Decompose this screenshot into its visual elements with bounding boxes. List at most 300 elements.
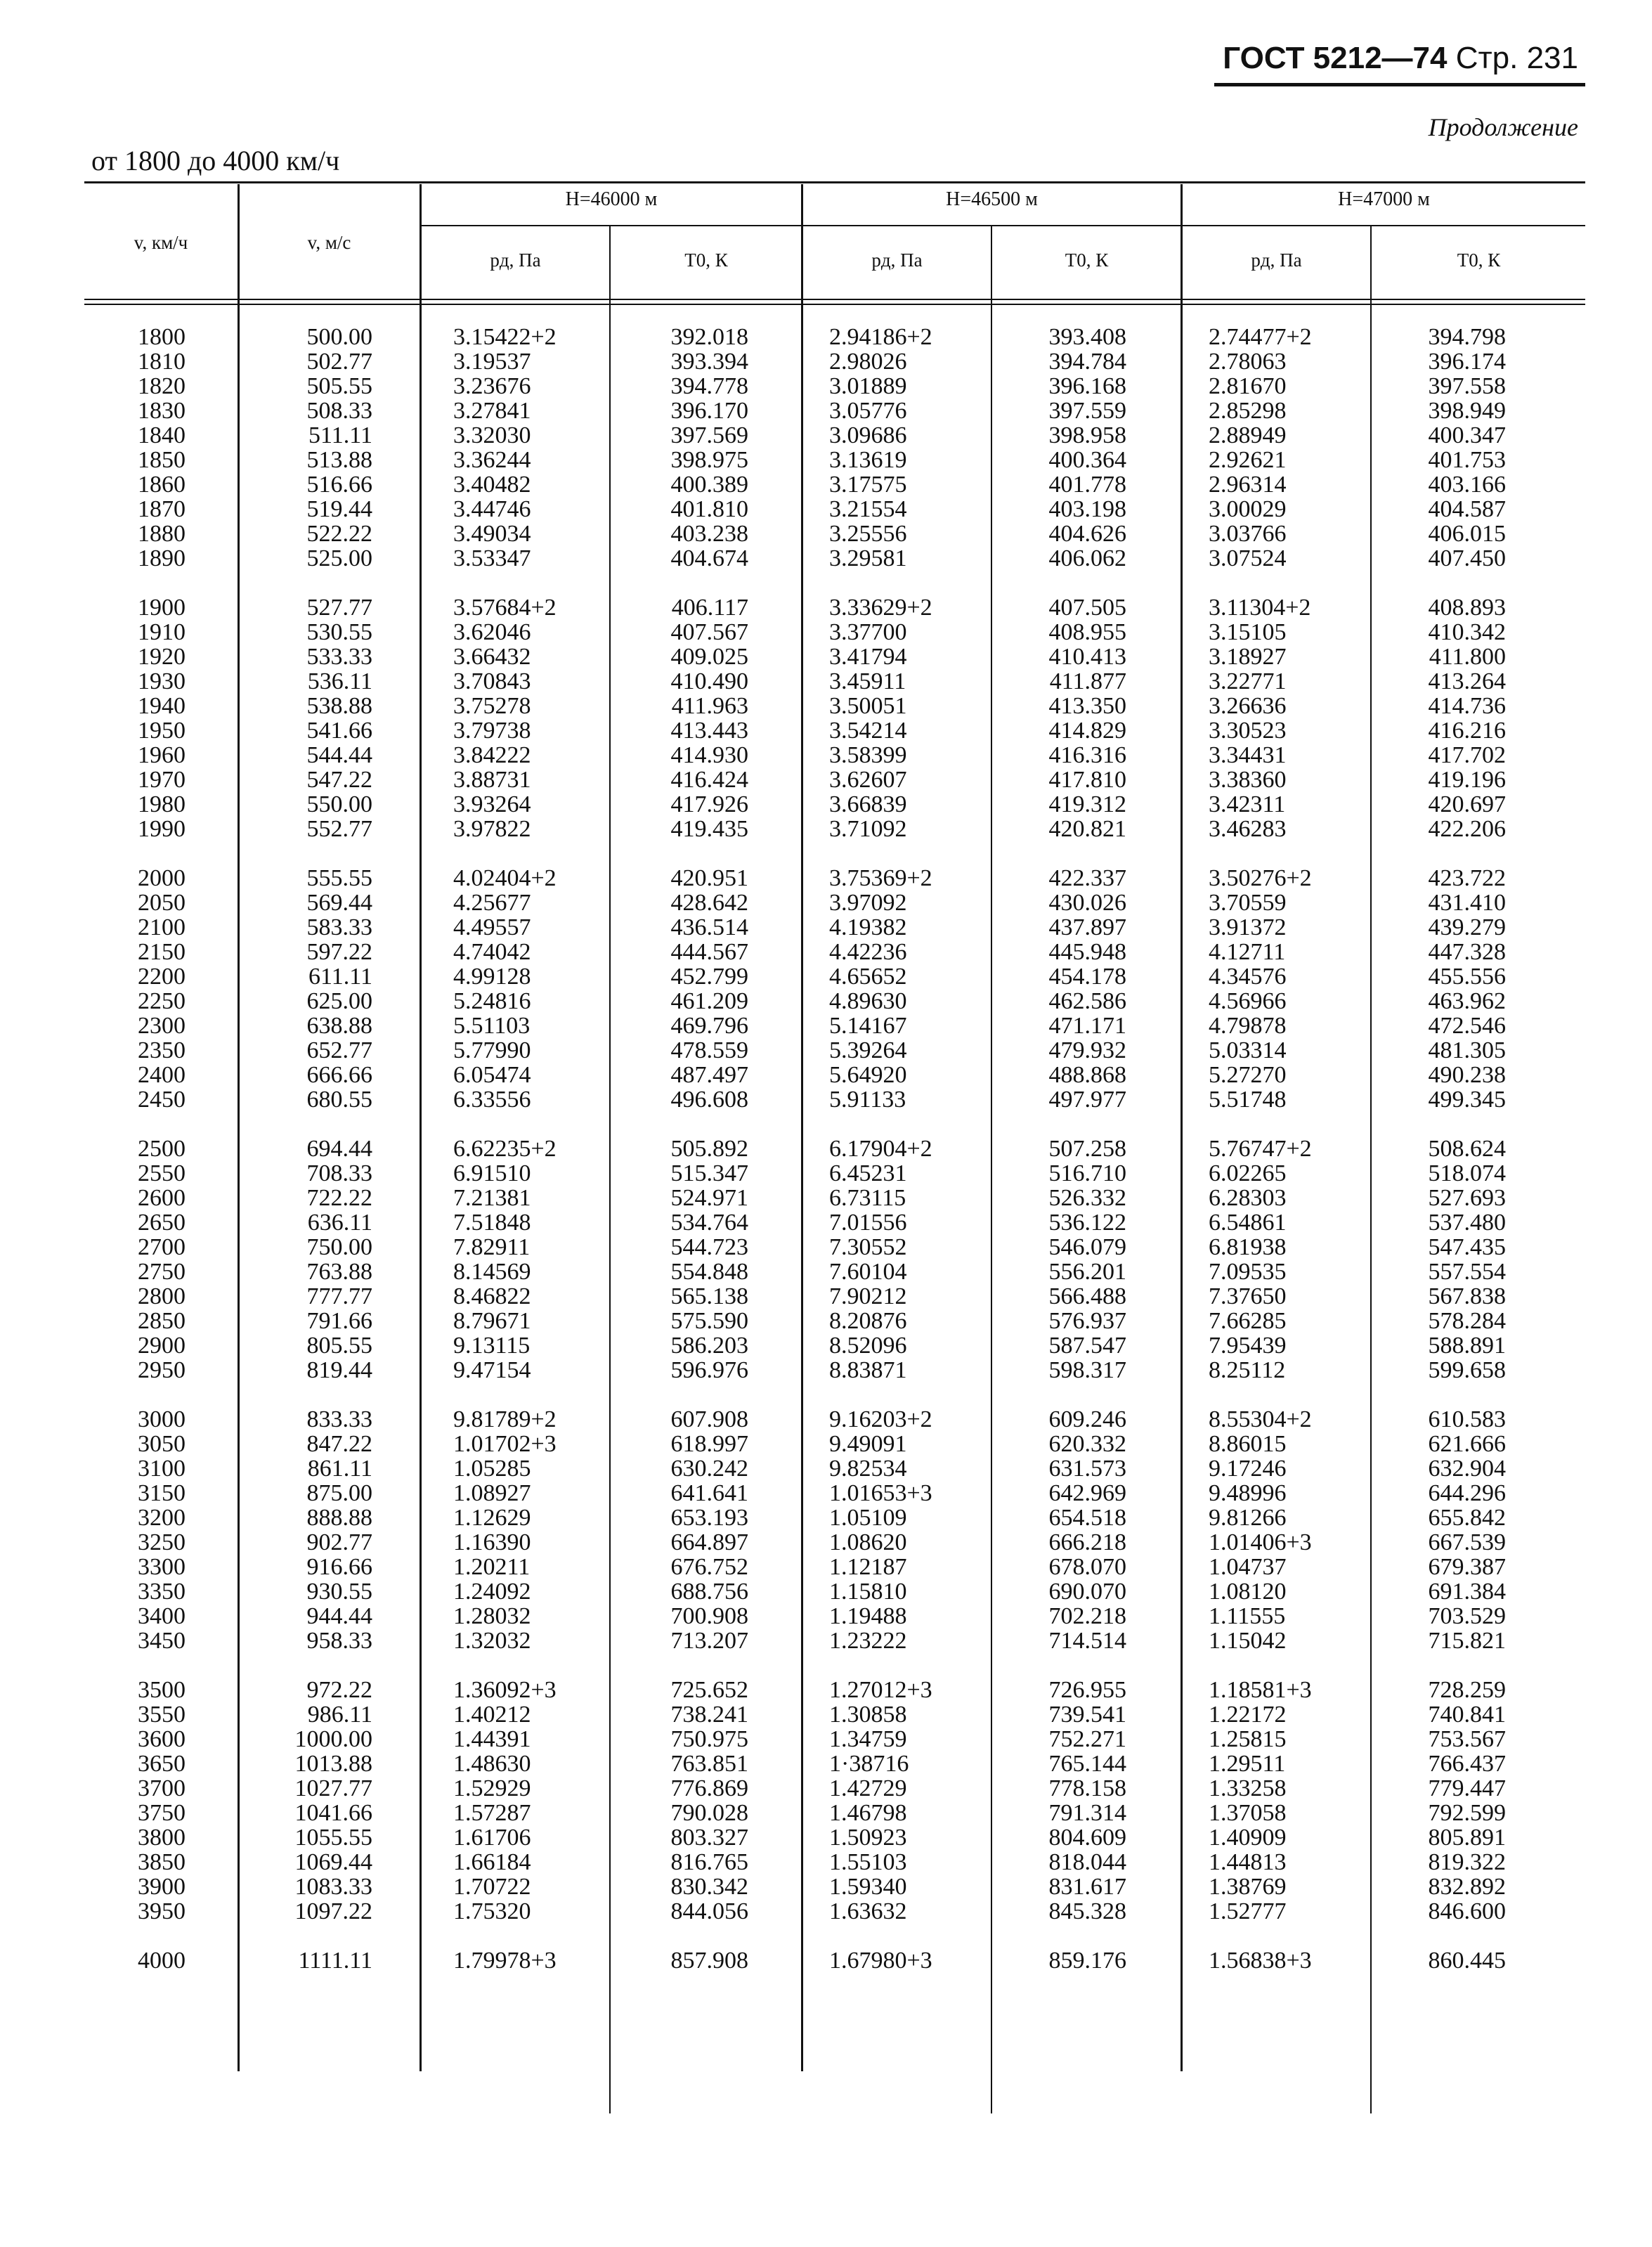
table-cell: 1870 — [138, 496, 186, 522]
table-cell: 728.259 — [1428, 1677, 1506, 1703]
table-cell: 690.070 — [1048, 1579, 1126, 1605]
table-cell: 703.529 — [1428, 1603, 1506, 1629]
table-cell: 7.51848 — [453, 1210, 531, 1236]
table-cell: 422.206 — [1428, 816, 1506, 842]
block-gap — [453, 1382, 608, 1407]
table-cell: 3.50276+2 — [1209, 865, 1312, 891]
header-temperature-47000: T0, К — [1457, 250, 1501, 271]
table-cell: 3.05776 — [829, 398, 907, 424]
table-cell: 3850 — [138, 1849, 186, 1875]
table-cell: 609.246 — [1048, 1406, 1126, 1432]
block-gap — [1209, 1924, 1367, 1948]
table-cell: 397.569 — [670, 422, 748, 448]
table-cell: 667.539 — [1428, 1529, 1506, 1555]
header-v-kmh: v, км/ч — [134, 232, 188, 253]
table-cell: 508.33 — [306, 398, 372, 424]
table-cell: 4.49557 — [453, 914, 531, 940]
table-cell: 3.58399 — [829, 742, 907, 768]
table-cell: 547.435 — [1428, 1234, 1506, 1260]
standard-number: ГОСТ 5212—74 — [1223, 41, 1448, 75]
table-cell: 398.949 — [1428, 398, 1506, 424]
table-cell: 713.207 — [670, 1628, 748, 1654]
header-pressure-46500: pд, Па — [871, 250, 923, 271]
table-cell: 550.00 — [306, 791, 372, 817]
table-cell: 2500 — [138, 1136, 186, 1162]
table-cell: 765.144 — [1048, 1751, 1126, 1777]
table-cell: 750.975 — [670, 1726, 748, 1752]
table-cell: 513.88 — [306, 447, 372, 473]
table-cell: 845.328 — [1048, 1898, 1126, 1924]
column-temperature-46500 — [993, 325, 1126, 1973]
table-cell: 394.778 — [670, 373, 748, 399]
table-cell: 3250 — [138, 1529, 186, 1555]
table-cell: 714.514 — [1048, 1628, 1126, 1654]
table-cell: 1850 — [138, 447, 186, 473]
table-cell: 752.271 — [1048, 1726, 1126, 1752]
table-cell: 694.44 — [306, 1136, 372, 1162]
table-cell: 8.46822 — [453, 1283, 531, 1309]
block-gap — [611, 1382, 748, 1407]
table-cell: 1.29511 — [1209, 1751, 1286, 1777]
table-cell: 2900 — [138, 1333, 186, 1359]
table-cell: 400.347 — [1428, 422, 1506, 448]
table-cell: 1.30858 — [829, 1702, 907, 1728]
table-cell: 930.55 — [306, 1579, 372, 1605]
table-cell: 544.723 — [670, 1234, 748, 1260]
block-gap — [993, 1112, 1126, 1137]
table-cell: 816.765 — [670, 1849, 748, 1875]
table-cell: 676.752 — [670, 1554, 748, 1580]
column-divider — [609, 226, 611, 2113]
table-cell: 1.66184 — [453, 1849, 531, 1875]
table-cell: 1.12187 — [829, 1554, 907, 1580]
header-temperature-46500: T0, К — [1065, 250, 1109, 271]
table-cell: 393.394 — [670, 349, 748, 375]
table-cell: 986.11 — [307, 1702, 372, 1728]
table-cell: 410.490 — [670, 668, 748, 694]
table-cell: 3950 — [138, 1898, 186, 1924]
table-cell: 1083.33 — [294, 1874, 372, 1900]
table-cell: 3.53347 — [453, 545, 531, 571]
table-cell: 507.258 — [1048, 1136, 1126, 1162]
table-cell: 3.38360 — [1209, 767, 1287, 793]
table-cell: 1.67980+3 — [829, 1948, 932, 1974]
block-gap — [1372, 571, 1506, 595]
table-cell: 3750 — [138, 1800, 186, 1826]
table-cell: 3800 — [138, 1825, 186, 1851]
block-gap — [239, 1382, 372, 1407]
block-gap — [993, 841, 1126, 866]
table-cell: 3.19537 — [453, 349, 531, 375]
table-cell: 3400 — [138, 1603, 186, 1629]
table-cell: 3.62607 — [829, 767, 907, 793]
table-cell: 3.70559 — [1209, 890, 1287, 916]
table-cell: 763.851 — [670, 1751, 748, 1777]
table-cell: 1.23222 — [829, 1628, 907, 1654]
table-cell: 420.821 — [1048, 816, 1126, 842]
table-cell: 4000 — [138, 1948, 186, 1974]
column-divider — [801, 184, 803, 2071]
table-cell: 678.070 — [1048, 1554, 1126, 1580]
table-cell: 407.450 — [1428, 545, 1506, 571]
table-cell: 972.22 — [306, 1677, 372, 1703]
block-gap — [453, 1924, 608, 1948]
table-cell: 400.364 — [1048, 447, 1126, 473]
table-cell: 1069.44 — [294, 1849, 372, 1875]
table-cell: 9.82534 — [829, 1456, 907, 1482]
block-gap — [239, 841, 372, 866]
table-cell: 555.55 — [306, 865, 372, 891]
table-cell: 417.810 — [1048, 767, 1126, 793]
table-cell: 406.117 — [671, 595, 748, 621]
table-cell: 3.32030 — [453, 422, 531, 448]
table-cell: 1.46798 — [829, 1800, 907, 1826]
continuation-label: Продолжение — [1428, 113, 1578, 141]
table-cell: 611.11 — [308, 964, 372, 990]
table-cell: 621.666 — [1428, 1431, 1506, 1457]
table-cell: 1.24092 — [453, 1579, 531, 1605]
table-cell: 409.025 — [670, 644, 748, 670]
table-cell: 722.22 — [306, 1185, 372, 1211]
table-cell: 7.30552 — [829, 1234, 907, 1260]
table-cell: 833.33 — [306, 1406, 372, 1432]
table-cell: 1980 — [138, 791, 186, 817]
table-cell: 552.77 — [306, 816, 372, 842]
group-rule — [422, 225, 801, 226]
table-cell: 537.480 — [1428, 1210, 1506, 1236]
table-cell: 1097.22 — [294, 1898, 372, 1924]
table-cell: 791.314 — [1048, 1800, 1126, 1826]
table-cell: 3.00029 — [1209, 496, 1287, 522]
table-cell: 1111.11 — [298, 1948, 372, 1974]
table-cell: 1810 — [138, 349, 186, 375]
table-cell: 518.074 — [1428, 1160, 1506, 1186]
table-cell: 3.34431 — [1209, 742, 1287, 768]
table-cell: 396.168 — [1048, 373, 1126, 399]
table-cell: 1970 — [138, 767, 186, 793]
range-label: от 1800 до 4000 км/ч — [91, 145, 340, 176]
table-cell: 1.11555 — [1209, 1603, 1286, 1629]
group-title-47000: H=47000 м — [1338, 188, 1430, 210]
table-cell: 406.062 — [1048, 545, 1126, 571]
table-cell: 1840 — [138, 422, 186, 448]
table-cell: 779.447 — [1428, 1775, 1506, 1801]
table-cell: 1830 — [138, 398, 186, 424]
table-cell: 766.437 — [1428, 1751, 1506, 1777]
table-cell: 437.897 — [1048, 914, 1126, 940]
table-cell: 3.70843 — [453, 668, 531, 694]
table-cell: 830.342 — [670, 1874, 748, 1900]
table-cell: 420.951 — [670, 865, 748, 891]
table-cell: 708.33 — [306, 1160, 372, 1186]
table-cell: 536.11 — [307, 668, 372, 694]
table-cell: 487.497 — [670, 1062, 748, 1088]
table-cell: 666.66 — [306, 1062, 372, 1088]
table-cell: 1.01406+3 — [1209, 1529, 1312, 1555]
table-cell: 9.47154 — [453, 1357, 531, 1383]
table-cell: 818.044 — [1048, 1849, 1126, 1875]
table-cell: 3.17575 — [829, 472, 907, 498]
table-cell: 6.62235+2 — [453, 1136, 557, 1162]
table-cell: 777.77 — [306, 1283, 372, 1309]
table-cell: 6.81938 — [1209, 1234, 1287, 1260]
column-divider — [419, 184, 422, 2071]
table-cell: 554.848 — [670, 1259, 748, 1285]
group-title-46000: H=46000 м — [565, 188, 658, 210]
table-cell: 1000.00 — [294, 1726, 372, 1752]
table-cell: 414.736 — [1428, 693, 1506, 719]
table-cell: 1940 — [138, 693, 186, 719]
table-cell: 527.77 — [306, 595, 372, 621]
block-gap — [611, 1924, 748, 1948]
table-cell: 411.963 — [671, 693, 748, 719]
table-cell: 3.84222 — [453, 742, 531, 768]
table-cell: 8.86015 — [1209, 1431, 1287, 1457]
block-gap — [829, 571, 987, 595]
table-cell: 404.674 — [670, 545, 748, 571]
table-cell: 3.97822 — [453, 816, 531, 842]
table-cell: 638.88 — [306, 1013, 372, 1039]
table-cell: 3.25556 — [829, 521, 907, 547]
table-cell: 7.60104 — [829, 1259, 907, 1285]
table-cell: 644.296 — [1428, 1480, 1506, 1506]
table-cell: 516.710 — [1048, 1160, 1126, 1186]
table-cell: 4.99128 — [453, 964, 531, 990]
table-cell: 2350 — [138, 1037, 186, 1063]
table-cell: 565.138 — [670, 1283, 748, 1309]
table-cell: 680.55 — [306, 1087, 372, 1113]
table-cell: 500.00 — [306, 324, 372, 350]
table-cell: 7.90212 — [829, 1283, 907, 1309]
table-cell: 6.91510 — [453, 1160, 531, 1186]
table-cell: 1.37058 — [1209, 1800, 1287, 1826]
table-cell: 407.567 — [670, 619, 748, 645]
table-cell: 803.327 — [670, 1825, 748, 1851]
table-cell: 9.13115 — [453, 1333, 531, 1359]
table-cell: 610.583 — [1428, 1406, 1506, 1432]
table-cell: 1.20211 — [453, 1554, 531, 1580]
table-cell: 3.54214 — [829, 718, 907, 744]
table-cell: 499.345 — [1428, 1087, 1506, 1113]
table-cell: 2.85298 — [1209, 398, 1287, 424]
table-cell: 411.877 — [1049, 668, 1126, 694]
table-cell: 8.79671 — [453, 1308, 531, 1334]
table-cell: 401.778 — [1048, 472, 1126, 498]
table-cell: 641.641 — [670, 1480, 748, 1506]
column-pressure-46000 — [453, 325, 608, 1973]
table-cell: 5.24816 — [453, 988, 531, 1014]
table-cell: 3.46283 — [1209, 816, 1287, 842]
block-gap — [611, 841, 748, 866]
table-cell: 2.92621 — [1209, 447, 1287, 473]
table-cell: 392.018 — [670, 324, 748, 350]
table-cell: 3.37700 — [829, 619, 907, 645]
table-cell: 472.546 — [1428, 1013, 1506, 1039]
table-cell: 3650 — [138, 1751, 186, 1777]
table-cell: 3.29581 — [829, 545, 907, 571]
block-gap — [112, 571, 211, 595]
table-cell: 958.33 — [306, 1628, 372, 1654]
table-cell: 576.937 — [1048, 1308, 1126, 1334]
table-cell: 1.22172 — [1209, 1702, 1287, 1728]
table-cell: 3.27841 — [453, 398, 531, 424]
table-cell: 1.42729 — [829, 1775, 907, 1801]
table-cell: 393.408 — [1048, 324, 1126, 350]
table-cell: 3.26636 — [1209, 693, 1287, 719]
table-cell: 2.81670 — [1209, 373, 1287, 399]
table-cell: 1.05285 — [453, 1456, 531, 1482]
table-cell: 1.56838+3 — [1209, 1948, 1312, 1974]
table-cell: 416.216 — [1428, 718, 1506, 744]
block-gap — [829, 1924, 987, 1948]
table-cell: 5.14167 — [829, 1013, 907, 1039]
table-cell: 3.91372 — [1209, 914, 1287, 940]
table-cell: 1860 — [138, 472, 186, 498]
table-cell: 417.926 — [670, 791, 748, 817]
table-cell: 1950 — [138, 718, 186, 744]
table-cell: 401.753 — [1428, 447, 1506, 473]
table-cell: 3.97092 — [829, 890, 907, 916]
table-cell: 3.75369+2 — [829, 865, 932, 891]
table-cell: 620.332 — [1048, 1431, 1126, 1457]
table-cell: 502.77 — [306, 349, 372, 375]
block-gap — [1209, 841, 1367, 866]
block-gap — [1209, 1653, 1367, 1678]
table-cell: 688.756 — [670, 1579, 748, 1605]
table-cell: 1.25815 — [1209, 1726, 1287, 1752]
table-cell: 819.44 — [306, 1357, 372, 1383]
table-cell: 403.238 — [670, 521, 748, 547]
table-cell: 607.908 — [670, 1406, 748, 1432]
table-cell: 763.88 — [306, 1259, 372, 1285]
table-cell: 408.893 — [1428, 595, 1506, 621]
page-header — [1223, 41, 1578, 76]
table-cell: 2800 — [138, 1283, 186, 1309]
block-gap — [112, 1653, 211, 1678]
table-cell: 2200 — [138, 964, 186, 990]
page-number: Стр. 231 — [1455, 41, 1578, 75]
table-cell: 2.78063 — [1209, 349, 1287, 375]
table-cell: 428.642 — [670, 890, 748, 916]
table-cell: 396.174 — [1428, 349, 1506, 375]
table-cell: 3.30523 — [1209, 718, 1287, 744]
table-cell: 3.42311 — [1209, 791, 1286, 817]
table-cell: 2650 — [138, 1210, 186, 1236]
table-cell: 413.264 — [1428, 668, 1506, 694]
table-cell: 630.242 — [670, 1456, 748, 1482]
table-cell: 471.171 — [1048, 1013, 1126, 1039]
table-cell: 401.810 — [670, 496, 748, 522]
table-cell: 497.977 — [1048, 1087, 1126, 1113]
table-cell: 2150 — [138, 939, 186, 965]
table-cell: 505.892 — [670, 1136, 748, 1162]
column-v-ms — [239, 325, 372, 1973]
table-cell: 397.559 — [1048, 398, 1126, 424]
table-cell: 1.01702+3 — [453, 1431, 557, 1457]
table-cell: 1.34759 — [829, 1726, 907, 1752]
block-gap — [1372, 1112, 1506, 1137]
table-cell: 1990 — [138, 816, 186, 842]
table-cell: 583.33 — [306, 914, 372, 940]
table-cell: 398.975 — [670, 447, 748, 473]
table-cell: 861.11 — [307, 1456, 372, 1482]
block-gap — [829, 841, 987, 866]
table-cell: 9.81789+2 — [453, 1406, 557, 1432]
table-cell: 408.955 — [1048, 619, 1126, 645]
table-cell: 533.33 — [306, 644, 372, 670]
table-cell: 6.73115 — [829, 1185, 906, 1211]
block-gap — [1209, 571, 1367, 595]
table-cell: 419.196 — [1428, 767, 1506, 793]
table-cell: 1.59340 — [829, 1874, 907, 1900]
table-cell: 578.284 — [1428, 1308, 1506, 1334]
table-cell: 7.01556 — [829, 1210, 907, 1236]
table-cell: 3.36244 — [453, 447, 531, 473]
table-cell: 587.547 — [1048, 1333, 1126, 1359]
table-cell: 846.600 — [1428, 1898, 1506, 1924]
table-cell: 618.997 — [670, 1431, 748, 1457]
table-cell: 5.27270 — [1209, 1062, 1287, 1088]
table-cell: 3.18927 — [1209, 644, 1287, 670]
table-cell: 479.932 — [1048, 1037, 1126, 1063]
table-cell: 547.22 — [306, 767, 372, 793]
table-header-rule-double — [84, 304, 1585, 305]
table-cell: 739.541 — [1048, 1702, 1126, 1728]
block-gap — [112, 841, 211, 866]
table-cell: 445.948 — [1048, 939, 1126, 965]
table-cell: 3.71092 — [829, 816, 907, 842]
table-cell: 2700 — [138, 1234, 186, 1260]
table-cell: 416.316 — [1048, 742, 1126, 768]
table-cell: 4.12711 — [1209, 939, 1286, 965]
table-cell: 1013.88 — [294, 1751, 372, 1777]
header-rule — [1214, 83, 1585, 86]
table-cell: 844.056 — [670, 1898, 748, 1924]
block-gap — [829, 1653, 987, 1678]
table-cell: 2300 — [138, 1013, 186, 1039]
table-cell: 1.38769 — [1209, 1874, 1287, 1900]
table-cell: 404.587 — [1428, 496, 1506, 522]
table-cell: 805.55 — [306, 1333, 372, 1359]
table-cell: 527.693 — [1428, 1185, 1506, 1211]
table-header-rule — [84, 299, 1585, 300]
table-cell: 3.57684+2 — [453, 595, 557, 621]
table-cell: 7.37650 — [1209, 1283, 1287, 1309]
table-cell: 1900 — [138, 595, 186, 621]
table-cell: 3.75278 — [453, 693, 531, 719]
column-divider — [1181, 184, 1183, 2071]
table-cell: 832.892 — [1428, 1874, 1506, 1900]
table-cell: 567.838 — [1428, 1283, 1506, 1309]
table-cell: 7.95439 — [1209, 1333, 1287, 1359]
table-cell: 666.218 — [1048, 1529, 1126, 1555]
table-cell: 1.15042 — [1209, 1628, 1287, 1654]
table-cell: 5.91133 — [829, 1087, 906, 1113]
table-cell: 778.158 — [1048, 1775, 1126, 1801]
table-cell: 1.15810 — [829, 1579, 907, 1605]
table-cell: 1041.66 — [294, 1800, 372, 1826]
table-cell: 1055.55 — [294, 1825, 372, 1851]
table-cell: 3000 — [138, 1406, 186, 1432]
table-cell: 3.40482 — [453, 472, 531, 498]
table-cell: 463.962 — [1428, 988, 1506, 1014]
table-cell: 8.20876 — [829, 1308, 907, 1334]
table-cell: 902.77 — [306, 1529, 372, 1555]
table-cell: 792.599 — [1428, 1800, 1506, 1826]
block-gap — [993, 1924, 1126, 1948]
table-cell: 599.658 — [1428, 1357, 1506, 1383]
column-divider — [991, 226, 992, 2113]
